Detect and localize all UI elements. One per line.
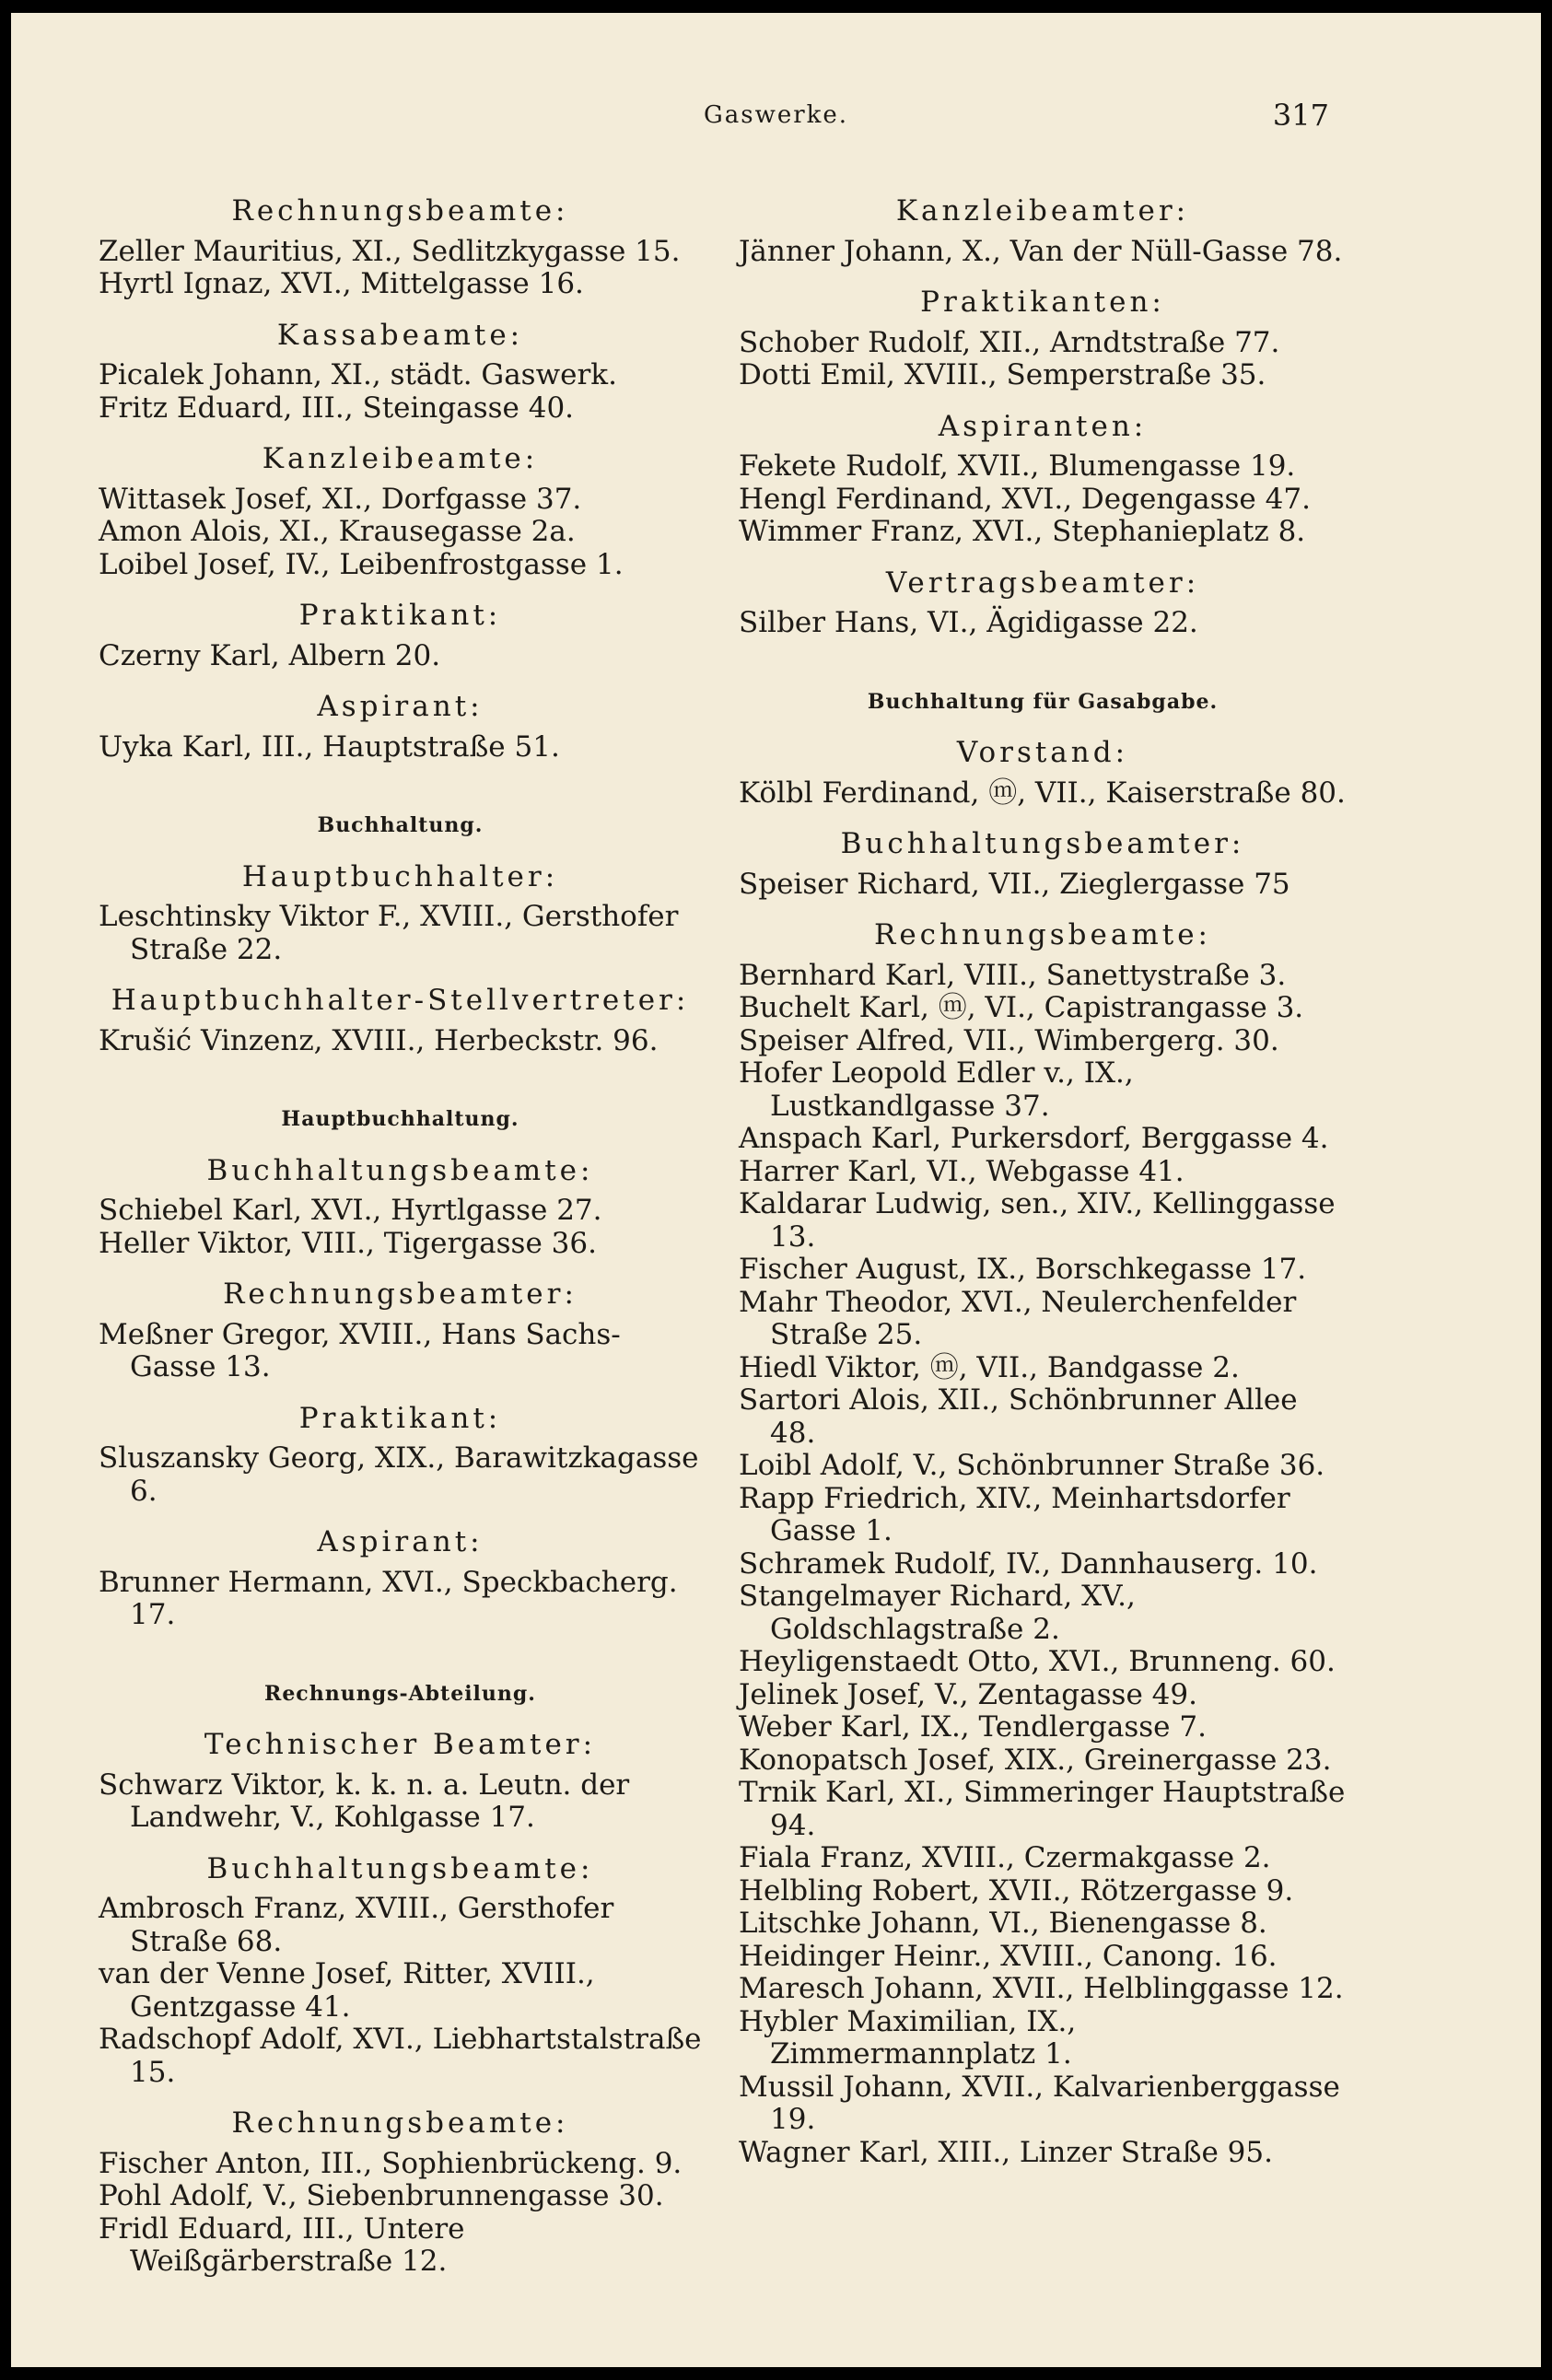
staff-group	[99, 600, 702, 672]
staff-entry: Loibl Adolf, V., Schönbrunner Straße 36.	[739, 1449, 1325, 1482]
staff-group	[739, 567, 1347, 640]
staff-entry: Wittasek Josef, XI., Dorfgasse 37.	[99, 482, 582, 516]
staff-entry: Sluszansky Georg, XIX., Barawitzkagasse 6.	[99, 1441, 699, 1508]
staff-entry: Anspach Karl, Purkersdorf, Berggasse 4.	[739, 1122, 1329, 1155]
staff-entry: Harrer Karl, VI., Webgasse 41.	[739, 1154, 1184, 1188]
staff-group	[99, 691, 702, 764]
section-title: Buchhaltung.	[317, 813, 484, 837]
staff-entry: Meßner Gregor, XVIII., Hans Sachs-Gasse 13.	[99, 1317, 621, 1383]
section-title: Buchhaltung für Gasabgabe.	[867, 689, 1219, 714]
staff-group	[99, 320, 702, 426]
staff-entry: Hyrtl Ignaz, XVI., Mittelgasse 16.	[99, 267, 584, 300]
directory-page	[11, 13, 1541, 2367]
staff-entry: Hiedl Viktor, ⓜ, VII., Bandgasse 2.	[739, 1350, 1240, 1384]
directory-section	[99, 810, 702, 1057]
staff-entry: Brunner Hermann, XVI., Speckbacherg. 17.	[99, 1565, 678, 1631]
staff-entry: Hybler Maximilian, IX., Zimmermannplatz 1.	[739, 2004, 1077, 2071]
staff-entry: Maresch Johann, XVII., Helblinggasse 12.	[739, 1972, 1344, 2005]
staff-group	[99, 1403, 702, 1509]
staff-entry: Sartori Alois, XII., Schönbrunner Allee 48.	[739, 1383, 1298, 1450]
group-heading: Praktikanten:	[920, 286, 1165, 319]
right-column	[739, 195, 1347, 2169]
staff-entry: Fridl Eduard, III., Untere Weißgärberstraße 12.	[99, 2211, 465, 2278]
staff-entry: Wimmer Franz, XVI., Stephanieplatz 8.	[739, 515, 1306, 548]
staff-entry: Pohl Adolf, V., Siebenbrunnengasse 30.	[99, 2179, 664, 2212]
staff-entry: Uyka Karl, III., Hauptstraße 51.	[99, 729, 560, 764]
group-heading: Praktikant:	[298, 599, 502, 632]
staff-entry: Silber Hans, VI., Ägidigasse 22.	[739, 606, 1198, 639]
staff-group	[739, 411, 1347, 549]
group-heading: Vorstand:	[956, 736, 1129, 769]
staff-group	[99, 1526, 702, 1632]
staff-entry: Radschopf Adolf, XVI., Liebhartstalstraße 15.	[99, 2023, 702, 2089]
staff-entry: Zeller Mauritius, XI., Sedlitzkygasse 15.	[99, 234, 681, 268]
staff-entry: Jänner Johann, X., Van der Nüll-Gasse 78.	[739, 234, 1343, 268]
staff-entry: van der Venne Josef, Ritter, XVIII., Gentzgasse 41.	[99, 1957, 595, 2024]
staff-entry: Ambrosch Franz, XVIII., Gersthofer Straße 68.	[99, 1892, 614, 1958]
group-heading: Technischer Beamter:	[204, 1728, 597, 1761]
staff-group	[99, 1729, 702, 1835]
staff-entry: Konopatsch Josef, XIX., Greinergasse 23.	[739, 1743, 1332, 1777]
staff-entry: Heyligenstaedt Otto, XVI., Brunneng. 60.	[739, 1645, 1336, 1678]
staff-entry: Helbling Robert, XVII., Rötzergasse 9.	[739, 1873, 1294, 1908]
staff-group	[739, 195, 1347, 268]
page-number: 317	[1272, 98, 1329, 133]
staff-group	[99, 195, 702, 301]
staff-entry: Schober Rudolf, XII., Arndtstraße 77.	[739, 325, 1280, 359]
staff-entry: Mahr Theodor, XVI., Neulerchenfelder Straße 25.	[739, 1285, 1297, 1351]
group-heading: Hauptbuchhalter:	[241, 859, 559, 893]
staff-entry: Fischer Anton, III., Sophienbrückeng. 9.	[99, 2146, 683, 2180]
group-heading: Aspirant:	[317, 1525, 484, 1558]
group-heading: Praktikant:	[298, 1401, 502, 1435]
staff-entry: Hengl Ferdinand, XVI., Degengasse 47.	[739, 482, 1311, 516]
staff-entry: Krušić Vinzenz, XVIII., Herbeckstr. 96.	[99, 1023, 659, 1057]
group-heading: Buchhaltungsbeamter:	[840, 827, 1245, 860]
staff-entry: Fischer August, IX., Borschkegasse 17.	[739, 1253, 1307, 1286]
group-heading: Hauptbuchhalter-Stellvertreter:	[111, 984, 690, 1017]
staff-entry: Stangelmayer Richard, XV., Goldschlagstraße 2.	[739, 1580, 1136, 1646]
directory-section	[99, 1678, 702, 2279]
group-heading: Kassabeamte:	[276, 318, 524, 352]
group-heading: Rechnungsbeamte:	[874, 918, 1211, 951]
staff-group	[99, 443, 702, 581]
staff-group	[99, 1278, 702, 1384]
staff-entry: Kölbl Ferdinand, ⓜ, VII., Kaiserstraße 80.	[739, 776, 1346, 810]
directory-section	[99, 195, 702, 764]
group-heading: Vertragsbeamter:	[885, 566, 1200, 600]
staff-entry: Buchelt Karl, ⓜ, VI., Capistrangasse 3.	[739, 991, 1304, 1024]
page-header	[11, 98, 1541, 144]
group-heading: Kanzleibeamte:	[262, 442, 539, 475]
staff-entry: Weber Karl, IX., Tendlergasse 7.	[739, 1710, 1207, 1744]
staff-group	[739, 919, 1347, 2169]
directory-section	[739, 686, 1347, 2170]
staff-entry: Fekete Rudolf, XVII., Blumengasse 19.	[739, 449, 1296, 483]
staff-entry: Mussil Johann, XVII., Kalvarienberggasse 19.	[739, 2070, 1340, 2136]
staff-entry: Trnik Karl, XI., Simmeringer Hauptstraße 94.	[739, 1776, 1346, 1842]
left-column	[99, 195, 702, 2279]
section-title: Rechnungs-Abteilung.	[264, 1681, 536, 1706]
staff-entry: Speiser Alfred, VII., Wimbergerg. 30.	[739, 1023, 1279, 1057]
staff-entry: Schiebel Karl, XVI., Hyrtlgasse 27.	[99, 1194, 602, 1227]
staff-group	[739, 286, 1347, 392]
staff-entry: Schwarz Viktor, k. k. n. a. Leutn. der Landwehr, V., Kohlgasse 17.	[99, 1768, 630, 1834]
staff-entry: Schramek Rudolf, IV., Dannhauserg. 10.	[739, 1546, 1318, 1581]
staff-entry: Dotti Emil, XVIII., Semperstraße 35.	[739, 358, 1266, 391]
staff-group	[99, 1155, 702, 1261]
staff-group	[99, 1853, 702, 2090]
staff-entry: Wagner Karl, XIII., Linzer Straße 95.	[739, 2135, 1273, 2169]
directory-section	[739, 195, 1347, 640]
group-heading: Rechnungsbeamte:	[231, 194, 569, 228]
group-heading: Aspirant:	[317, 690, 484, 723]
staff-entry: Heller Viktor, VIII., Tigergasse 36.	[99, 1226, 597, 1260]
staff-entry: Fritz Eduard, III., Steingasse 40.	[99, 391, 575, 425]
group-heading: Buchhaltungsbeamte:	[206, 1153, 594, 1187]
staff-entry: Fiala Franz, XVIII., Czermakgasse 2.	[739, 1841, 1271, 1874]
group-heading: Rechnungsbeamter:	[223, 1278, 578, 1311]
staff-entry: Speiser Richard, VII., Zieglergasse 75	[739, 867, 1290, 901]
staff-entry: Czerny Karl, Albern 20.	[99, 638, 441, 672]
directory-section	[99, 1103, 702, 1632]
group-heading: Kanzleibeamter:	[895, 194, 1190, 228]
staff-entry: Heidinger Heinr., XVIII., Canong. 16.	[739, 1939, 1278, 1973]
staff-entry: Loibel Josef, IV., Leibenfrostgasse 1.	[99, 547, 624, 581]
group-heading: Aspiranten:	[938, 409, 1148, 443]
staff-entry: Amon Alois, XI., Krausegasse 2a.	[99, 515, 576, 548]
group-heading: Rechnungsbeamte:	[231, 2106, 569, 2140]
staff-group	[99, 861, 702, 967]
staff-entry: Picalek Johann, XI., städt. Gaswerk.	[99, 358, 617, 391]
staff-entry: Jelinek Josef, V., Zentagasse 49.	[739, 1677, 1197, 1711]
staff-entry: Kaldarar Ludwig, sen., XIV., Kellinggasse 13.	[739, 1187, 1336, 1254]
staff-entry: Leschtinsky Viktor F., XVIII., Gersthofer Straße 22.	[99, 900, 679, 966]
staff-entry: Rapp Friedrich, XIV., Meinhartsdorfer Gasse 1.	[739, 1481, 1290, 1547]
running-head: Gaswerke.	[703, 101, 849, 129]
staff-group	[739, 828, 1347, 901]
staff-group	[99, 985, 702, 1057]
staff-group	[739, 737, 1347, 810]
staff-group	[99, 2107, 702, 2279]
section-title: Hauptbuchhaltung.	[281, 1107, 519, 1131]
group-heading: Buchhaltungsbeamte:	[206, 1851, 594, 1885]
staff-entry: Bernhard Karl, VIII., Sanettystraße 3.	[739, 958, 1287, 992]
staff-entry: Litschke Johann, VI., Bienengasse 8.	[739, 1907, 1267, 1940]
staff-entry: Hofer Leopold Edler v., IX., Lustkandlgasse 37.	[739, 1056, 1134, 1123]
